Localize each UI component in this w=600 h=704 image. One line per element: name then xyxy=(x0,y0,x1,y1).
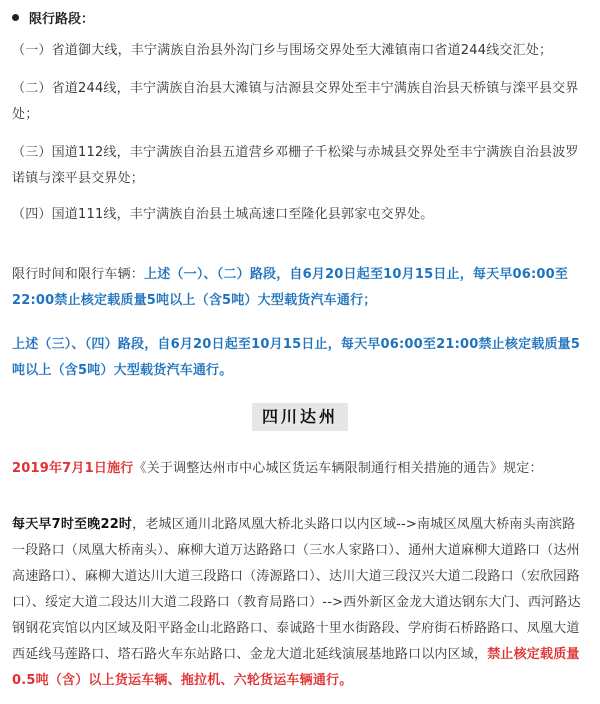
route-item-2: （二）省道244线，丰宁满族自治县大滩镇与沽源县交界处至丰宁满族自治县天桥镇与滦平县交界处； xyxy=(12,81,579,122)
heading-text: 限行路段： xyxy=(29,12,95,27)
time-rule-1-text: 上述（一）、（二）路段，自6月20日起至10月15日止，每天早06:00至22:00禁止核定载质量5吨以上（含5吨）大型载货汽车通行； xyxy=(12,267,569,308)
route-item-4: （四）国道111线，丰宁满族自治县土城高速口至隆化县郭家屯交界处。 xyxy=(12,207,434,222)
notice-date: 2019年7月1日施行 xyxy=(12,461,134,476)
notice-text: 《关于调整达州市中心城区货运车辆限制通行相关措施的通告》规定： xyxy=(133,461,543,476)
time-rule-2-text: 上述（三）、（四）路段，自6月20日起至10月15日止，每天早06:00至21:00禁止核定载质量5吨以上（含5吨）大型载货汽车通行。 xyxy=(12,337,581,378)
restricted-sections-heading xyxy=(12,8,94,27)
route-item-1: （一）省道御大线，丰宁满族自治县外沟门乡与围场交界处至大滩镇南口省道244线交汇处； xyxy=(12,43,553,58)
dazhou-rule-restriction: 禁止核定载质量0.5吨（含）以上货运车辆、拖拉机、六轮货运车辆通行。 xyxy=(12,647,580,688)
notice-line xyxy=(12,456,588,482)
dazhou-rule-body: ，老城区通川北路凤凰大桥北头路口以内区域-->南城区凤凰大桥南头南滨路一段路口（凤凰大桥南头）、麻柳大道万达路路口（三水人家路口）、通州大道麻柳大道路口（达州高速路口）、麻柳大道达川大道三段路口（涛源路口）、达川大道三段汉兴大道二段路口（宏欣园路口）、绥定大道二段达川大道二段路口（教育局路口）-->西外新区金龙大道达钢东大门、西河路达钢钢花宾馆以内区域及阳平路金山北路路口、泰诚路十里水街路段、学府街石桥路路口、凤凰大道西延线马莲路口、塔石路火车东站路口、金龙大道北延线演展基地路口以内区域， xyxy=(12,517,581,662)
dazhou-rule xyxy=(12,512,588,694)
time-rule-2 xyxy=(12,332,588,384)
time-rule-prefix: 限行时间和限行车辆： xyxy=(12,267,145,282)
section-title-sichuan-dazhou: 四川达州 xyxy=(252,403,348,431)
dazhou-rule-time: 每天早7时至晚22时 xyxy=(12,517,133,532)
bullet-icon xyxy=(12,14,19,21)
route-item-3: （三）国道112线，丰宁满族自治县五道营乡邓栅子千松梁与赤城县交界处至丰宁满族自治县波罗诺镇与滦平县交界处； xyxy=(12,145,579,186)
time-rule-1 xyxy=(12,262,588,314)
